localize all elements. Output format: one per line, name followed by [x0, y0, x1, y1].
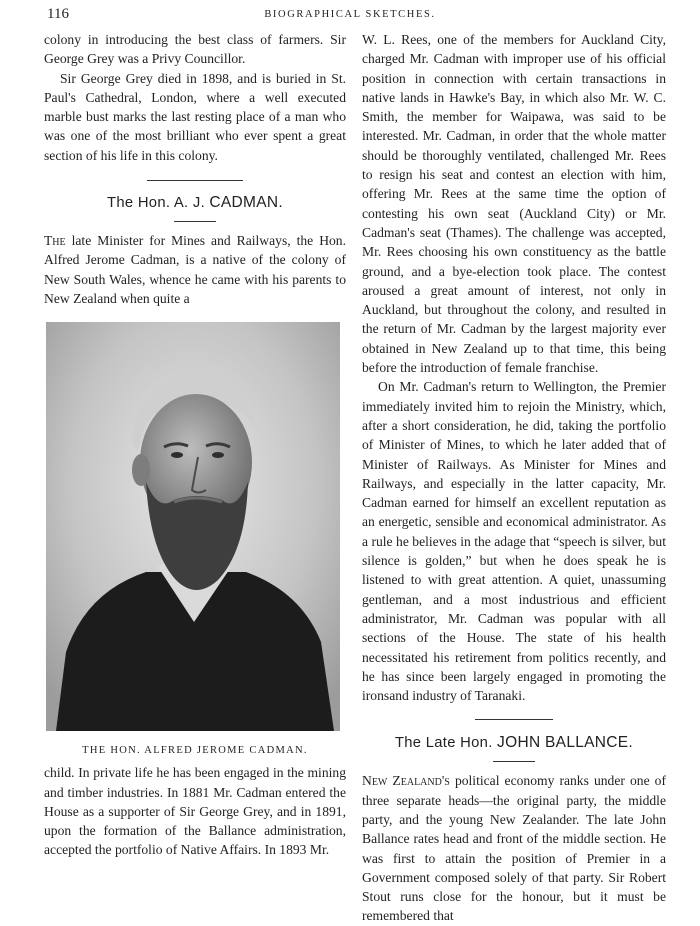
section-heading — [44, 194, 346, 212]
paragraph: child. In private life he has been engaged in the mining and timber industries. In 1881 Mr. Cadman entered the House as a supporter of Sir George Grey, and in 1891, upon the formation of the Ballance administration, accepted the portfolio of Native Affairs. In 1893 Mr. — [44, 765, 346, 858]
heading-prefix: The Late Hon. — [394, 735, 493, 752]
divider — [147, 180, 243, 181]
right-column — [362, 30, 666, 926]
heading-name: CADMAN. — [209, 194, 283, 212]
lead-word: The — [44, 233, 66, 249]
divider — [174, 221, 216, 222]
paragraph: W. L. Rees, one of the members for Auckland City, charged Mr. Cadman with improper use of his official position in connection with certain transactions in native lands in Hawke's Bay, in which also Mr. W. C. Smith, the member for Waipawa, was said to be interested. Mr. Cadman, in order that the whole matter should be thoroughly ventilated, challenged Mr. Rees to resign his seat and contest an election with him, offering Mr. Rees at the same time the option of contesting his own seat (Auckland City) or Mr. Cadman's seat (Thames). The challenge was accepted, Mr. Rees choosing his own constituency as the battle ground, and a bye-election took place. The contest aroused a great amount of interest, not only in Auckland, but throughout the colony, and resulted in the return of Mr. Cadman by the largest majority ever obtained in New Zealand up to that time, this being before the introduction of female franchise. — [362, 32, 666, 376]
divider — [475, 719, 553, 720]
paragraph-text: political economy ranks under one of three separate heads—the original party, the middle party, and the young New Zealander. The late John Ballance rates head and front of the middle section. He was first to attain the position of Premier in a Government composed solely of that party. Sir Robert Stout runs close for the honour, but it must be remembered that — [362, 773, 666, 924]
portrait-photo — [46, 322, 340, 731]
left-column — [44, 30, 346, 860]
section-heading — [362, 734, 666, 752]
running-head: BIOGRAPHICAL SKETCHES. — [264, 9, 436, 20]
page-number: 116 — [47, 6, 69, 22]
paragraph: On Mr. Cadman's return to Wellington, the Premier immediately invited him to rejoin the Ministry, which, after a short consideration, he did, taking the portfolio of Minister of Mines, to which he later added that of Minister of Railways. As Minister for Mines and Railways, and especially in the latter capacity, Mr. Cadman earned for himself an excellent reputation as an energetic, sensible and economical administrator. As a rule he believes in the adage that “speech is silver, but silence is golden,” but when he does speak he is listened to with great attention. A quiet, unassuming gentleman, and a most industrious and efficient administrator, Mr. Cadman was popular with all sections of the House. The state of his health necessitated his retirement from politics recently, and he has since been largely engaged in promoting the ironsand industry of Taranaki. — [362, 379, 666, 704]
heading-prefix: The Hon. A. J. — [107, 195, 205, 212]
paragraph: colony in introducing the best class of farmers. Sir George Grey was a Privy Councillor. — [44, 32, 346, 67]
paragraph-text: late Minister for Mines and Railways, the Hon. Alfred Jerome Cadman, is a native of the colony of New South Wales, whence he came with his parents to New Zealand when quite a — [44, 233, 347, 306]
paragraph: Sir George Grey died in 1898, and is buried in St. Paul's Cathedral, London, where a well executed marble bust marks the last resting place of a man who was one of the most brilliant who ever spent a great section of his life in this colony. — [44, 70, 346, 163]
heading-name: JOHN BALLANCE. — [497, 734, 634, 752]
paragraph — [362, 771, 666, 925]
paragraph — [44, 231, 346, 308]
lead-word: New Zealand's — [362, 773, 450, 789]
divider — [493, 761, 535, 762]
photo-caption: THE HON. ALFRED JEROME CADMAN. — [82, 745, 308, 757]
